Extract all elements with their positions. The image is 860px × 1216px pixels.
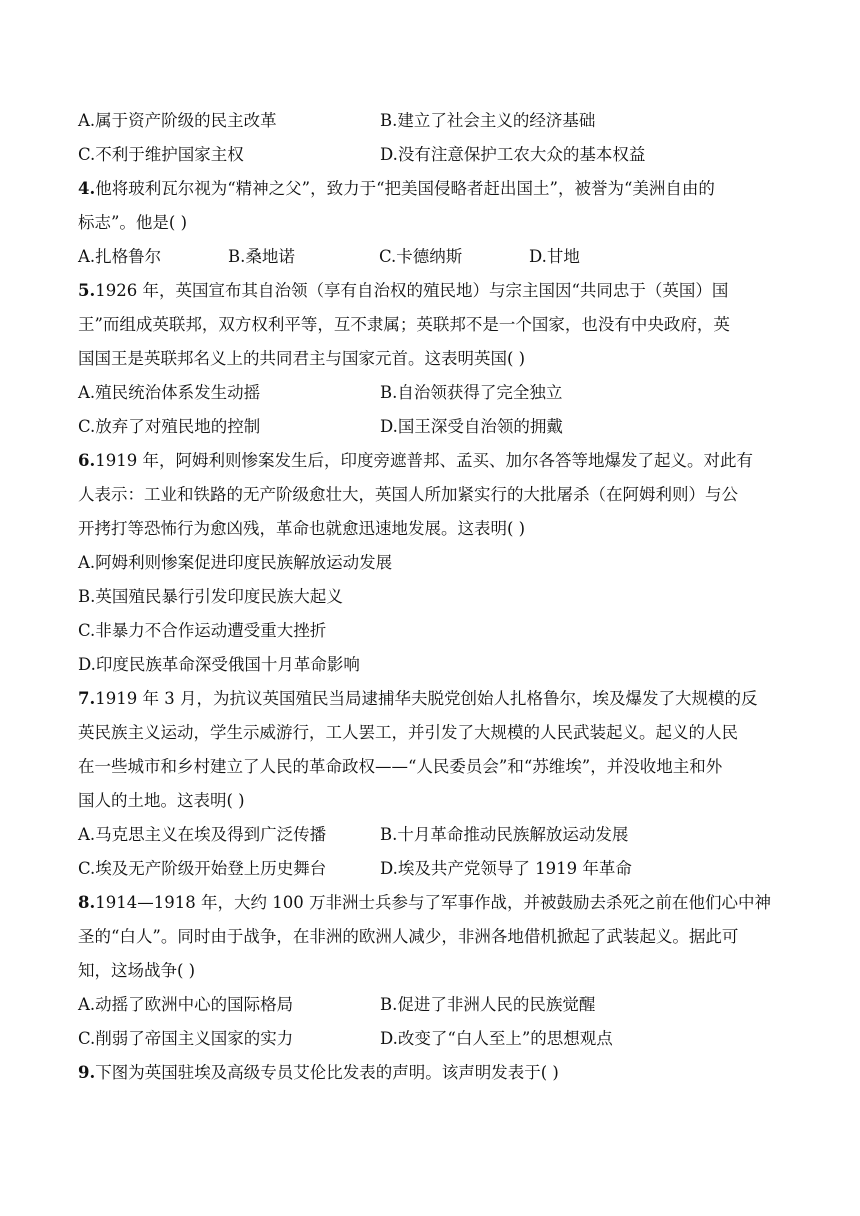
q3-option-d[interactable]: D.没有注意保护工农大众的基本权益 bbox=[380, 145, 646, 164]
q6-stem-line-2: 人表示：工业和铁路的无产阶级愈壮大，英国人所加紧实行的大批屠杀（在阿姆利则）与公 bbox=[78, 485, 738, 504]
q8-stem-line-1 bbox=[78, 891, 771, 915]
q3-option-b[interactable]: B.建立了社会主义的经济基础 bbox=[380, 111, 596, 130]
q7-option-a[interactable]: A.马克思主义在埃及得到广泛传播 bbox=[78, 825, 327, 844]
q5-option-d[interactable]: D.国王深受自治领的拥戴 bbox=[380, 417, 563, 436]
q3-option-a[interactable]: A.属于资产阶级的民主改革 bbox=[78, 111, 277, 130]
q9-number: 9. bbox=[78, 1063, 96, 1082]
q6-number: 6. bbox=[78, 451, 96, 470]
q5-stem-line-1 bbox=[78, 279, 728, 303]
q6-stem-line-3: 开拷打等恐怖行为愈凶残，革命也就愈迅速地发展。这表明( ) bbox=[78, 519, 526, 538]
q7-stem-line-1 bbox=[78, 687, 757, 711]
q4-stem-line-1 bbox=[78, 177, 715, 201]
q8-option-d[interactable]: D.改变了“白人至上”的思想观点 bbox=[380, 1029, 613, 1048]
q5-option-b[interactable]: B.自治领获得了完全独立 bbox=[380, 383, 563, 402]
q8-option-c[interactable]: C.削弱了帝国主义国家的实力 bbox=[78, 1029, 294, 1048]
q5-stem-line-2: 王”而组成英联邦，双方权利平等，互不隶属；英联邦不是一个国家，也没有中央政府，英 bbox=[78, 315, 730, 334]
q7-stem-line-2: 英民族主义运动，学生示威游行，工人罢工，并引发了大规模的人民武装起义。起义的人民 bbox=[78, 723, 738, 742]
q4-number: 4. bbox=[78, 179, 96, 198]
q7-number: 7. bbox=[78, 689, 96, 708]
q6-option-c[interactable]: C.非暴力不合作运动遭受重大挫折 bbox=[78, 621, 327, 640]
q7-stem-line-3: 在一些城市和乡村建立了人民的革命政权——“人民委员会”和“苏维埃”，并没收地主和外 bbox=[78, 757, 723, 776]
q6-option-d[interactable]: D.印度民族革命深受俄国十月革命影响 bbox=[78, 655, 360, 674]
q8-stem-line-3: 知，这场战争( ) bbox=[78, 961, 196, 980]
q4-option-a[interactable]: A.扎格鲁尔 bbox=[78, 247, 162, 266]
q8-option-a[interactable]: A.动摇了欧洲中心的国际格局 bbox=[78, 995, 294, 1014]
q5-stem-line-3: 国国王是英联邦名义上的共同君主与国家元首。这表明英国( ) bbox=[78, 349, 526, 368]
q9-stem-line-1 bbox=[78, 1061, 559, 1085]
q5-stem-text: 1926 年，英国宣布其自治领（享有自治权的殖民地）与宗主国因“共同忠于（英国）国 bbox=[95, 281, 729, 300]
q5-option-a[interactable]: A.殖民统治体系发生动摇 bbox=[78, 383, 261, 402]
q8-number: 8. bbox=[78, 893, 96, 912]
q6-option-b[interactable]: B.英国殖民暴行引发印度民族大起义 bbox=[78, 587, 343, 606]
q8-option-b[interactable]: B.促进了非洲人民的民族觉醒 bbox=[380, 995, 596, 1014]
q7-option-c[interactable]: C.埃及无产阶级开始登上历史舞台 bbox=[78, 859, 327, 878]
q8-stem-text: 1914—1918 年，大约 100 万非洲士兵参与了军事作战，并被鼓励去杀死之前在他们心中神 bbox=[95, 893, 771, 912]
q7-option-d[interactable]: D.埃及共产党领导了 1919 年革命 bbox=[380, 859, 632, 878]
q4-options-row bbox=[78, 245, 778, 269]
q4-stem-text: 他将玻利瓦尔视为“精神之父”，致力于“把美国侵略者赶出国土”，被誉为“美洲自由的 bbox=[95, 179, 715, 198]
q6-stem-line-1 bbox=[78, 449, 753, 473]
q7-option-b[interactable]: B.十月革命推动民族解放运动发展 bbox=[380, 825, 629, 844]
q8-stem-line-2: 圣的“白人”。同时由于战争，在非洲的欧洲人减少，非洲各地借机掀起了武装起义。据此可 bbox=[78, 927, 739, 946]
q4-option-c[interactable]: C.卡德纳斯 bbox=[379, 247, 463, 266]
q9-stem-text: 下图为英国驻埃及高级专员艾伦比发表的声明。该声明发表于( ) bbox=[95, 1063, 559, 1082]
q7-stem-text: 1919 年 3 月，为抗议英国殖民当局逮捕华夫脱党创始人扎格鲁尔，埃及爆发了大规模的反 bbox=[95, 689, 758, 708]
q4-option-b[interactable]: B.桑地诺 bbox=[228, 247, 295, 266]
q5-number: 5. bbox=[78, 281, 96, 300]
q4-stem-line-2: 标志”。他是( ) bbox=[78, 213, 188, 232]
q3-option-c[interactable]: C.不利于维护国家主权 bbox=[78, 145, 244, 164]
q5-option-c[interactable]: C.放弃了对殖民地的控制 bbox=[78, 417, 261, 436]
q6-stem-text: 1919 年，阿姆利则惨案发生后，印度旁遮普邦、孟买、加尔各答等地爆发了起义。对此有 bbox=[95, 451, 753, 470]
q4-option-d[interactable]: D.甘地 bbox=[529, 247, 580, 266]
q7-stem-line-4: 国人的土地。这表明( ) bbox=[78, 791, 245, 810]
q6-option-a[interactable]: A.阿姆利则惨案促进印度民族解放运动发展 bbox=[78, 553, 393, 572]
